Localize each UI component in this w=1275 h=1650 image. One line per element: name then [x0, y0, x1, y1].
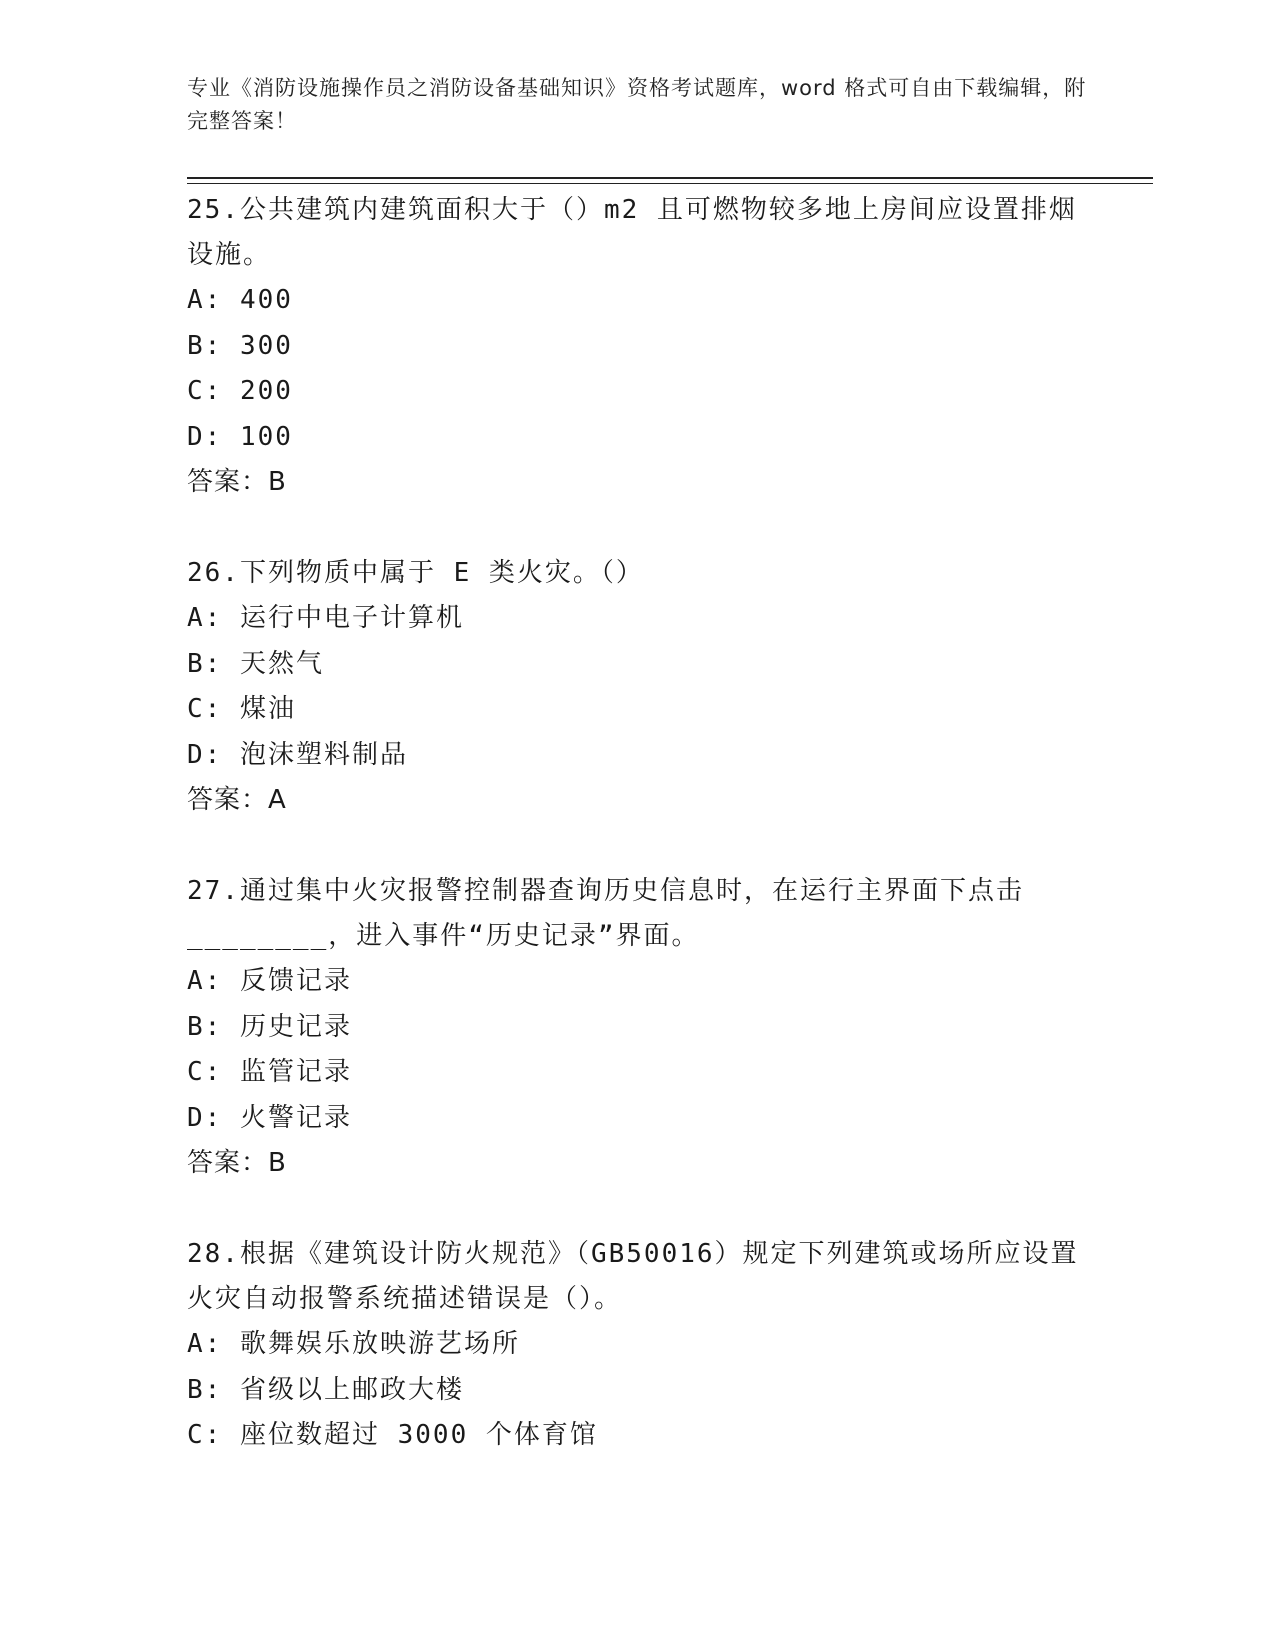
- answer: 答案：A: [187, 785, 287, 815]
- option-b: B: 省级以上邮政大楼: [187, 1374, 464, 1405]
- option-d: D: 100: [187, 421, 293, 452]
- answer: 答案：B: [187, 1148, 287, 1178]
- question-25: [187, 188, 1087, 505]
- question-28: [187, 1232, 1087, 1459]
- answer: 答案：B: [187, 467, 287, 497]
- option-a: A: 400: [187, 285, 293, 315]
- question-text: 25.公共建筑内建筑面积大于（）m2 且可燃物较多地上房间应设置排烟设施。: [187, 195, 1077, 270]
- option-b: B: 天然气: [187, 648, 324, 679]
- question-26: [187, 551, 1087, 823]
- option-c: C: 煤油: [187, 694, 296, 724]
- option-b: B: 历史记录: [187, 1011, 352, 1042]
- option-d: D: 泡沫塑料制品: [187, 739, 408, 770]
- option-a: A: 反馈记录: [187, 966, 352, 996]
- question-list: [187, 188, 1087, 1505]
- option-b: B: 300: [187, 330, 293, 361]
- option-a: A: 歌舞娱乐放映游艺场所: [187, 1329, 520, 1359]
- option-a: A: 运行中电子计算机: [187, 603, 464, 633]
- option-c: C: 座位数超过 3000 个体育馆: [187, 1420, 598, 1450]
- header-divider-thick: [187, 177, 1153, 179]
- question-text: 27.通过集中火灾报警控制器查询历史信息时，在运行主界面下点击________，进入事件“历史记录”界面。: [187, 876, 1024, 951]
- option-d: D: 火警记录: [187, 1102, 352, 1133]
- option-c: C: 200: [187, 376, 293, 406]
- header-divider-thin: [187, 183, 1153, 184]
- question-27: [187, 869, 1087, 1186]
- question-text: 28.根据《建筑设计防火规范》（GB50016）规定下列建筑或场所应设置火灾自动报警系统描述错误是（）。: [187, 1239, 1079, 1314]
- option-c: C: 监管记录: [187, 1057, 352, 1087]
- document-header: 专业《消防设施操作员之消防设备基础知识》资格考试题库，word 格式可自由下载编辑，附完整答案！: [187, 76, 1087, 133]
- question-text: 26.下列物质中属于 E 类火灾。（）: [187, 558, 644, 588]
